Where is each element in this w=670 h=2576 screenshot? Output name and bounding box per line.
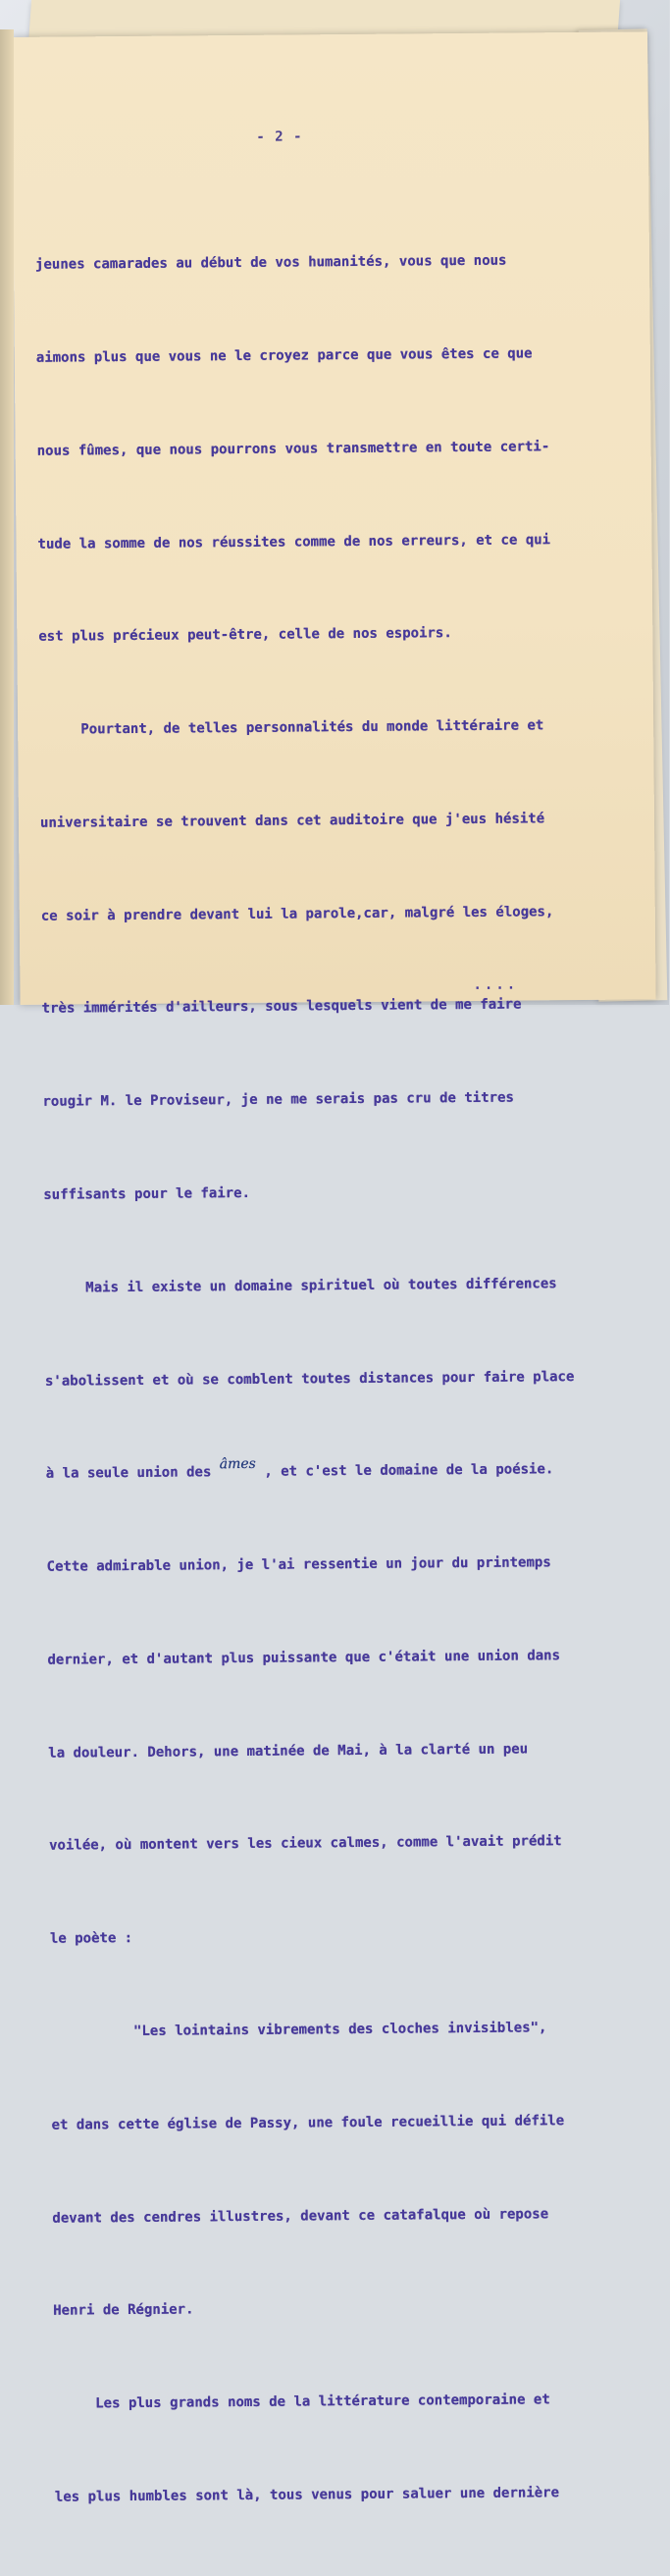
text-line: suffisants pour le faire. [43, 1184, 251, 1203]
text-line: la douleur. Dehors, une matinée de Mai, à la clarté un peu [48, 1741, 529, 1761]
text-line: devant des cendres illustres, devant ce catafalque où repose [52, 2205, 549, 2227]
continuation-mark: .... [473, 976, 519, 993]
text-line: Pourtant, de telles personnalités du monde littéraire et [39, 717, 544, 738]
text-line: aimons plus que vous ne le croyez parce que vous êtes ce que [35, 345, 533, 366]
text-line: universitaire se trouvent dans cet auditoire que j'eus hésité [39, 811, 545, 831]
text-line: Les plus grands noms de la littérature contemporaine et [53, 2392, 550, 2412]
page-left-edge [0, 29, 14, 1005]
text-line: Cette admirable union, je l'ai ressentie un jour du printemps [46, 1554, 551, 1575]
page-number: - 2 - [256, 129, 303, 145]
text-segment: , et c'est le domaine de la poésie. [255, 1461, 554, 1481]
text-line: très immérités d'ailleurs, sous lesquels vient de me faire [41, 996, 522, 1018]
text-line: Henri de Régnier. [53, 2301, 194, 2320]
typewritten-page [12, 31, 656, 2505]
text-line: s'abolissent et où se comblent toutes distances pour faire place [44, 1368, 575, 1390]
text-line: et dans cette église de Passy, une foule recueillie qui défile [51, 2112, 565, 2133]
body-text [34, 184, 634, 2576]
quoted-verse: "Les lointains vibrements des cloches invisibles", [50, 2020, 547, 2040]
text-line: les plus humbles sont là, tous venus pour saluer une dernière [54, 2485, 560, 2505]
text-line: ce soir à prendre devant lui la parole,car, malgré les éloges, [40, 903, 554, 924]
text-line: le poète : [49, 1930, 133, 1947]
text-line: dernier, et d'autant plus puissante que c'était une union dans [47, 1648, 561, 1668]
text-line: est plus précieux peut-être, celle de nos espoirs. [38, 625, 452, 646]
text-line: tude la somme de nos réussites comme de nos erreurs, et ce qui [37, 531, 551, 552]
text-line: Mais il existe un domaine spirituel où toutes différences [44, 1275, 557, 1296]
text-line: nous fûmes, que nous pourrons vous transmettre en toute certi- [36, 438, 550, 459]
text-line: rougir M. le Proviseur, je ne me serais pas cru de titres [42, 1089, 514, 1110]
handwritten-insert: âmes [219, 1456, 256, 1473]
text-line-with-insert [46, 1454, 625, 1491]
text-line: voilée, où montent vers les cieux calmes, comme l'avait prédit [49, 1833, 562, 1855]
text-line: jeunes camarades au début de vos humanités, vous que nous [34, 252, 507, 273]
text-segment: à la seule union des [45, 1464, 212, 1483]
